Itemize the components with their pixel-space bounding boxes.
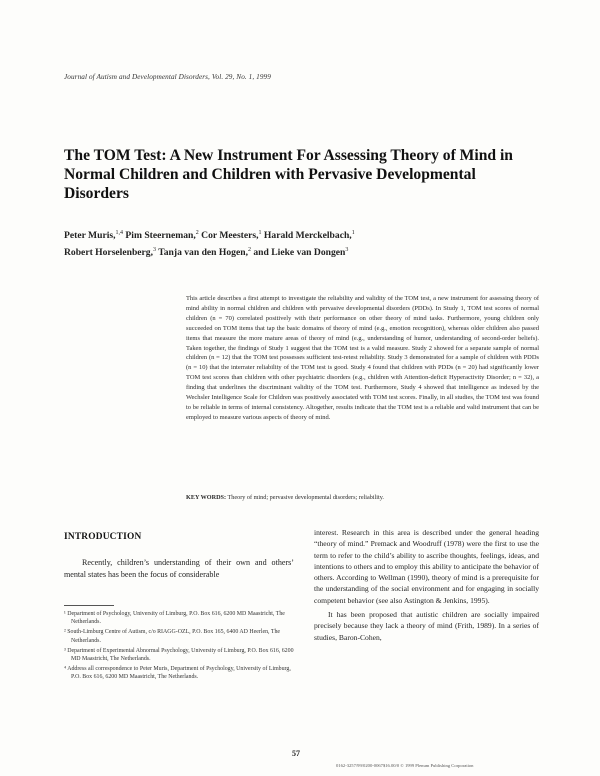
intro-paragraph-left: Recently, children’s understanding of their own and others’ mental states has been the focus of considerable [64,558,294,579]
footnote: ¹ Department of Psychology, University of Limburg, P.O. Box 616, 6200 MD Maastricht, The Netherlands. [64,611,285,626]
journal-header: Journal of Autism and Developmental Disorders, Vol. 29, No. 1, 1999 [64,73,271,81]
keywords-text: Theory of mind; pervasive developmental disorders; reliability. [226,494,384,501]
author-name: Robert Horselenberg, [64,247,153,259]
intro-paragraph: It has been proposed that autistic children are socially impaired precisely because they lack a theory of mind (Frith, 1989). In a series of studies, Baron-Cohen, [314,610,539,642]
footnote: ⁴ Address all correspondence to Peter Muris, Department of Psychology, University of Limburg, P.O. Box 616, 6200 MD Maastricht, The Netherlands. [64,666,291,681]
author-name: Harald Merckelbach, [261,230,352,242]
author-name: Cor Meesters, [198,230,259,242]
author-name: Tanja van den Hogen, [156,247,248,259]
author-affiliation-mark: 1,4 [115,230,124,236]
keywords [186,494,539,501]
copyright-line: 0162-3257/99/0200-0067$16.00/0 © 1999 Plenum Publishing Corporation [336,763,474,768]
section-heading-introduction: INTRODUCTION [64,532,142,542]
author-affiliation-mark: 2 [247,247,251,254]
author-affiliation-mark: 2 [195,230,199,236]
author-affiliation-mark: 1 [258,230,262,236]
author-name: Peter Muris, [64,230,116,242]
footnotes [64,610,296,684]
footnote-divider [64,605,114,606]
intro-right-column [314,527,539,643]
abstract: This article describes a first attempt to investigate the reliability and validity of the TOM test, a new instrument for assessing theory of mind ability in normal children and children with pervasive developmental disorders (PDDs). In Study 1, TOM test scores of normal children (n = 70) correlated positively with their performance on other theory of mind tasks. Furthermore, young children only succeeded on TOM items that tap the basic domains of theory of mind (e.g., emotion recognition), whereas older children also passed items that measure the more mature areas of theory of mind (e.g., understanding of humor, understanding of second-order beliefs). Taken together, the findings of Study 1 suggest that the TOM test is a valid measure. Study 2 showed for a separate sample of normal children (n = 12) that the TOM test possesses sufficient test-retest reliability. Study 3 demonstrated for a sample of children with PDDs (n = 10) that the interrater reliability of the TOM test is good. Study 4 found that children with PDDs (n = 20) had significantly lower TOM test scores than children with other psychiatric disorders (e.g., children with Attention-deficit Hyperactivity Disorder; n = 32), a finding that underlines the discriminant validity of the TOM test. Furthermore, Study 4 showed that intelligence as indexed by the Wechsler Intelligence Scale for Children was positively associated with TOM test scores. Finally, in all studies, the TOM test was found to be reliable in terms of internal consistency. Altogether, results indicate that the TOM test is a reliable and valid instrument that can be employed to measure various aspects of theory of mind. [186,295,539,421]
author-line-1 [64,226,544,243]
author-name: Pim Steerneman, [123,230,196,242]
page-number: 57 [292,749,300,758]
author-affiliation-mark: 3 [153,247,156,254]
author-affiliation-mark: 3 [345,247,349,254]
author-name: and Lieke van Dongen [250,247,346,259]
footnote: ³ Department of Experimental Abnormal Psychology, University of Limburg, P.O. Box 616, 6200 MD Maastricht, The Netherlands. [64,647,294,663]
footnote: ² South-Limburg Centre of Autism, c/o RIAGG-OZL, P.O. Box 165, 6400 AD Heerlen, The Netherlands. [64,629,281,644]
author-affiliation-mark: 1 [351,230,355,236]
article-title: The TOM Test: A New Instrument For Assessing Theory of Mind in Normal Children and Children with Pervasive Developmental Disorders [64,147,513,202]
author-list [64,226,544,260]
author-line-2 [64,243,544,260]
intro-paragraph: interest. Research in this area is described under the general heading “theory of mind.” Premack and Woodruff (1978) were the first to use the term to refer to the child’s ability to ascribe thoughts, feelings, ideas, and intentions to others and to employ this ability to anticipate the behavior of others. According to Wellman (1990), theory of mind is a prerequisite for the understanding of the social environment and for engaging in socially competent behavior (see also Astington & Jenkins, 1995). [314,528,539,605]
keywords-label: KEY WORDS: [186,494,227,501]
